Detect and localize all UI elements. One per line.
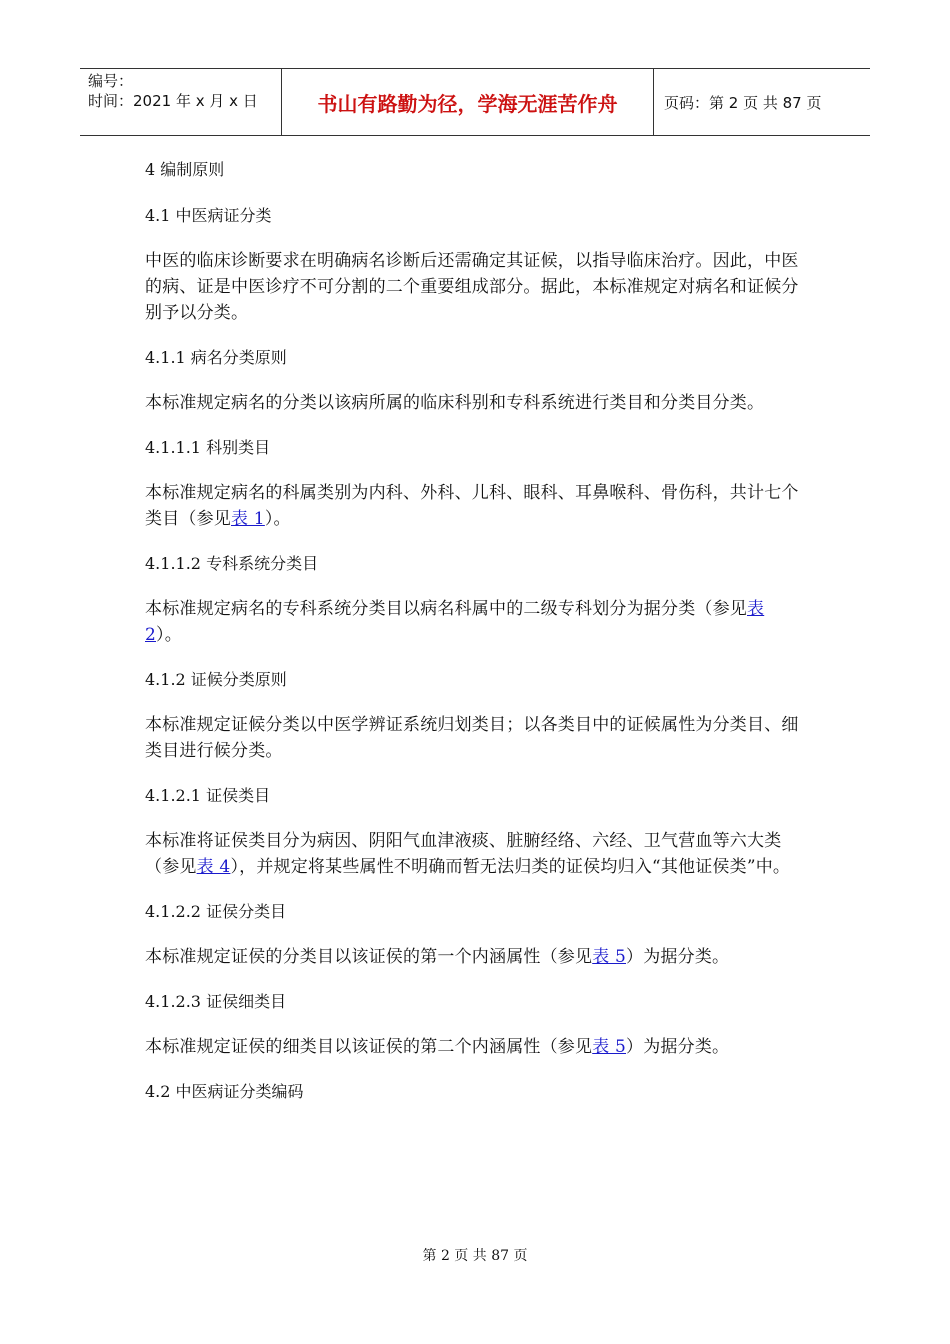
paragraph-text: 本标准规定病名的专科系统分类目以病名科属中的二级专科划分为据分类（参见 [145, 599, 747, 619]
document-body [145, 156, 805, 1124]
paragraph-text: ）为据分类。 [626, 1037, 730, 1057]
table-2-link[interactable]: 表 2 [145, 599, 765, 645]
paragraph-4-1: 中医的临床诊断要求在明确病名诊断后还需确定其证候，以指导临床治疗。因此，中医的病、证是中医诊疗不可分割的二个重要组成部分。据此，本标准规定对病名和证候分别予以分类。 [145, 251, 799, 323]
table-5-link[interactable]: 表 5 [592, 947, 627, 967]
header-motto: 书山有路勤为径，学海无涯苦作舟 [282, 69, 654, 135]
heading-4-1-1: 4.1.1 病名分类原则 [145, 348, 287, 367]
heading-4: 4 编制原则 [145, 160, 225, 179]
paragraph-4-1-2-2 [145, 944, 805, 970]
paragraph-text: 本标准规定证侯的分类目以该证侯的第一个内涵属性（参见 [145, 947, 593, 967]
paragraph-text: ）。 [264, 509, 291, 529]
paragraph-text: ）。 [156, 625, 182, 645]
table-5-link-2[interactable]: 表 5 [592, 1037, 627, 1057]
heading-4-1-2-3: 4.1.2.3 证侯细类目 [145, 992, 287, 1011]
page-footer: 第 2 页 共 87 页 [422, 1248, 528, 1264]
code-label: 编号： [88, 72, 134, 90]
table-1-link[interactable]: 表 1 [231, 509, 265, 529]
paragraph-text: ），并规定将某些属性不明确而暂无法归类的证侯均归入“其他证侯类”中。 [230, 857, 791, 877]
paragraph-4-1-2: 本标准规定证候分类以中医学辨证系统归划类目；以各类目中的证候属性为分类目、细类目进行候分类。 [145, 715, 799, 761]
heading-4-1-1-2: 4.1.1.2 专科系统分类目 [145, 554, 319, 573]
paragraph-4-1-2-1 [145, 828, 805, 880]
paragraph-4-1-2-3 [145, 1034, 805, 1060]
paragraph-4-1-1: 本标准规定病名的分类以该病所属的临床科别和专科系统进行类目和分类目分类。 [145, 393, 765, 413]
paragraph-4-1-1-2 [145, 596, 805, 648]
heading-4-2: 4.2 中医病证分类编码 [145, 1082, 304, 1101]
paragraph-text: 本标准规定病名的科属类别为内科、外科、儿科、眼科、耳鼻喉科、骨伤科，共计七个类目（参见 [145, 483, 799, 529]
page-header [80, 68, 870, 136]
heading-4-1-2-2: 4.1.2.2 证侯分类目 [145, 902, 287, 921]
paragraph-4-1-1-1 [145, 480, 805, 532]
paragraph-text: 本标准将证侯类目分为病因、阴阳气血津液痰、脏腑经络、六经、卫气营血等六大类（参见 [145, 831, 782, 877]
heading-4-1-1-1: 4.1.1.1 科别类目 [145, 438, 271, 457]
heading-4-1: 4.1 中医病证分类 [145, 206, 272, 225]
heading-4-1-2-1: 4.1.2.1 证侯类目 [145, 786, 271, 805]
header-page-info: 页码：第 2 页 共 87 页 [664, 93, 822, 112]
time-label: 时间：2021 年 x 月 x 日 [88, 92, 258, 110]
paragraph-text: 本标准规定证侯的细类目以该证侯的第二个内涵属性（参见 [145, 1037, 593, 1057]
paragraph-text: ）为据分类。 [626, 947, 730, 967]
heading-4-1-2: 4.1.2 证候分类原则 [145, 670, 287, 689]
table-4-link[interactable]: 表 4 [196, 857, 231, 877]
header-meta [80, 69, 282, 135]
